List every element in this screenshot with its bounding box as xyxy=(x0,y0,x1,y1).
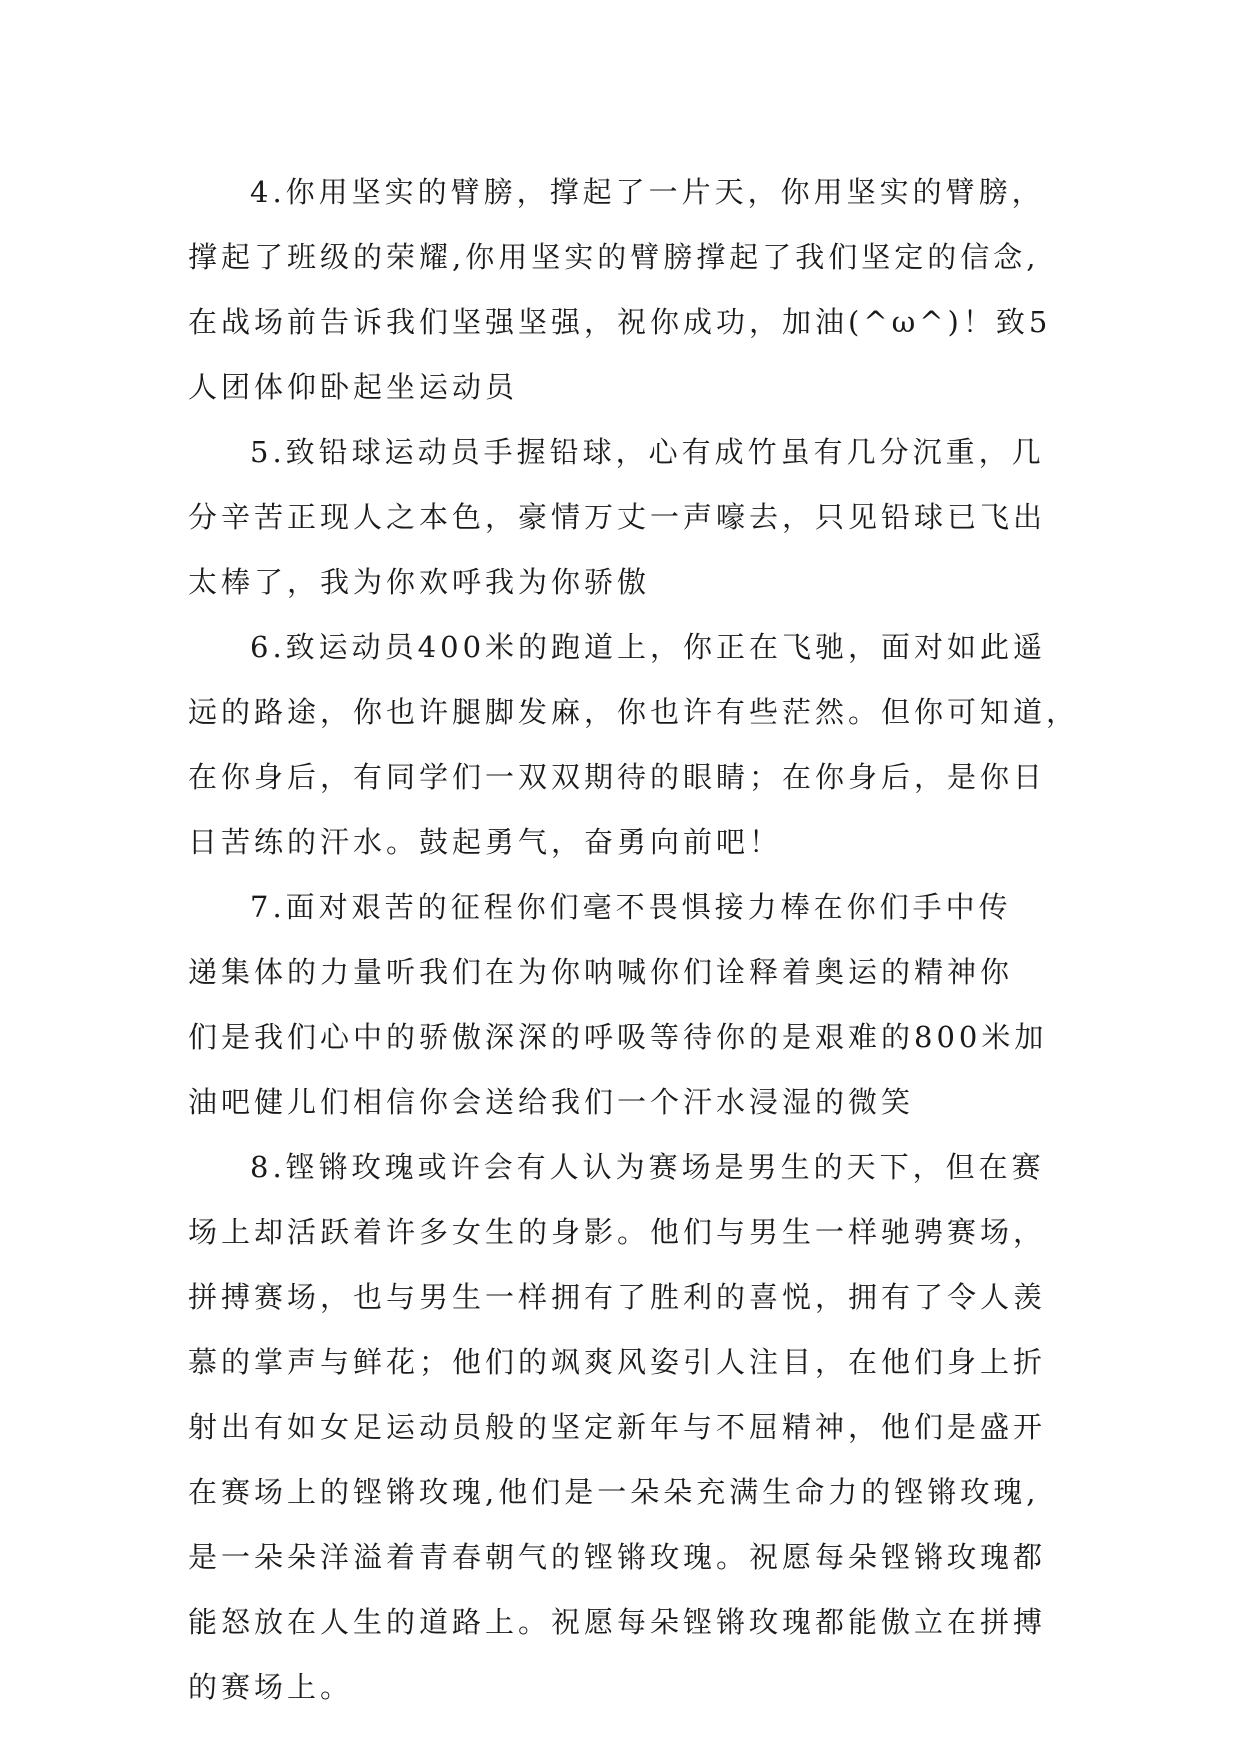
paragraph-4 xyxy=(188,160,1068,420)
text-line: 太棒了，我为你欢呼我为你骄傲 xyxy=(188,565,651,599)
paragraph-6 xyxy=(188,615,1080,875)
text-line: 4.你用坚实的臂膀，撑起了一片天，你用坚实的臂膀， xyxy=(250,175,1045,209)
text-line: 分辛苦正现人之本色，豪情万丈一声嚎去，只见铅球已飞出 xyxy=(188,500,1047,534)
text-line: 7.面对艰苦的征程你们毫不畏惧接力棒在你们手中传 xyxy=(250,890,1012,924)
text-line: 人团体仰卧起坐运动员 xyxy=(188,370,519,404)
text-line: 在战场前告诉我们坚强坚强，祝你成功，加油(^ω^)！致5 xyxy=(188,305,1052,339)
text-line: 8.铿锵玫瑰或许会有人认为赛场是男生的天下，但在赛 xyxy=(250,1150,1045,1184)
text-line: 射出有如女足运动员般的坚定新年与不屈精神，他们是盛开 xyxy=(188,1410,1047,1444)
text-line: 递集体的力量听我们在为你呐喊你们诠释着奥运的精神你 xyxy=(188,955,1014,989)
text-line: 6.致运动员400米的跑道上，你正在飞驰，面对如此遥 xyxy=(250,630,1047,664)
paragraph-7 xyxy=(188,875,1068,1135)
text-line: 撑起了班级的荣耀,你用坚实的臂膀撑起了我们坚定的信念, xyxy=(188,240,1040,274)
text-line: 日苦练的汗水。鼓起勇气，奋勇向前吧！ xyxy=(188,825,783,859)
text-line: 拼搏赛场，也与男生一样拥有了胜利的喜悦，拥有了令人羡 xyxy=(188,1280,1047,1314)
text-line: 场上却活跃着许多女生的身影。他们与男生一样驰骋赛场， xyxy=(188,1215,1047,1249)
text-line: 的赛场上。 xyxy=(188,1670,354,1704)
text-line: 远的路途，你也许腿脚发麻，你也许有些茫然。但你可知道， xyxy=(188,695,1080,729)
text-line: 们是我们心中的骄傲深深的呼吸等待你的是艰难的800米加 xyxy=(188,1020,1048,1054)
text-line: 5.致铅球运动员手握铅球，心有成竹虽有几分沉重，几 xyxy=(250,435,1045,469)
text-line: 慕的掌声与鲜花；他们的飒爽风姿引人注目，在他们身上折 xyxy=(188,1345,1047,1379)
text-line: 油吧健儿们相信你会送给我们一个汗水浸湿的微笑 xyxy=(188,1085,915,1119)
document-body xyxy=(188,160,1080,1720)
paragraph-5 xyxy=(188,420,1068,615)
text-line: 是一朵朵洋溢着青春朝气的铿锵玫瑰。祝愿每朵铿锵玫瑰都 xyxy=(188,1540,1047,1574)
text-line: 能怒放在人生的道路上。祝愿每朵铿锵玫瑰都能傲立在拼搏 xyxy=(188,1605,1047,1639)
text-line: 在你身后，有同学们一双双期待的眼睛；在你身后，是你日 xyxy=(188,760,1047,794)
text-line: 在赛场上的铿锵玫瑰,他们是一朵朵充满生命力的铿锵玫瑰, xyxy=(188,1475,1040,1509)
paragraph-8 xyxy=(188,1135,1068,1720)
